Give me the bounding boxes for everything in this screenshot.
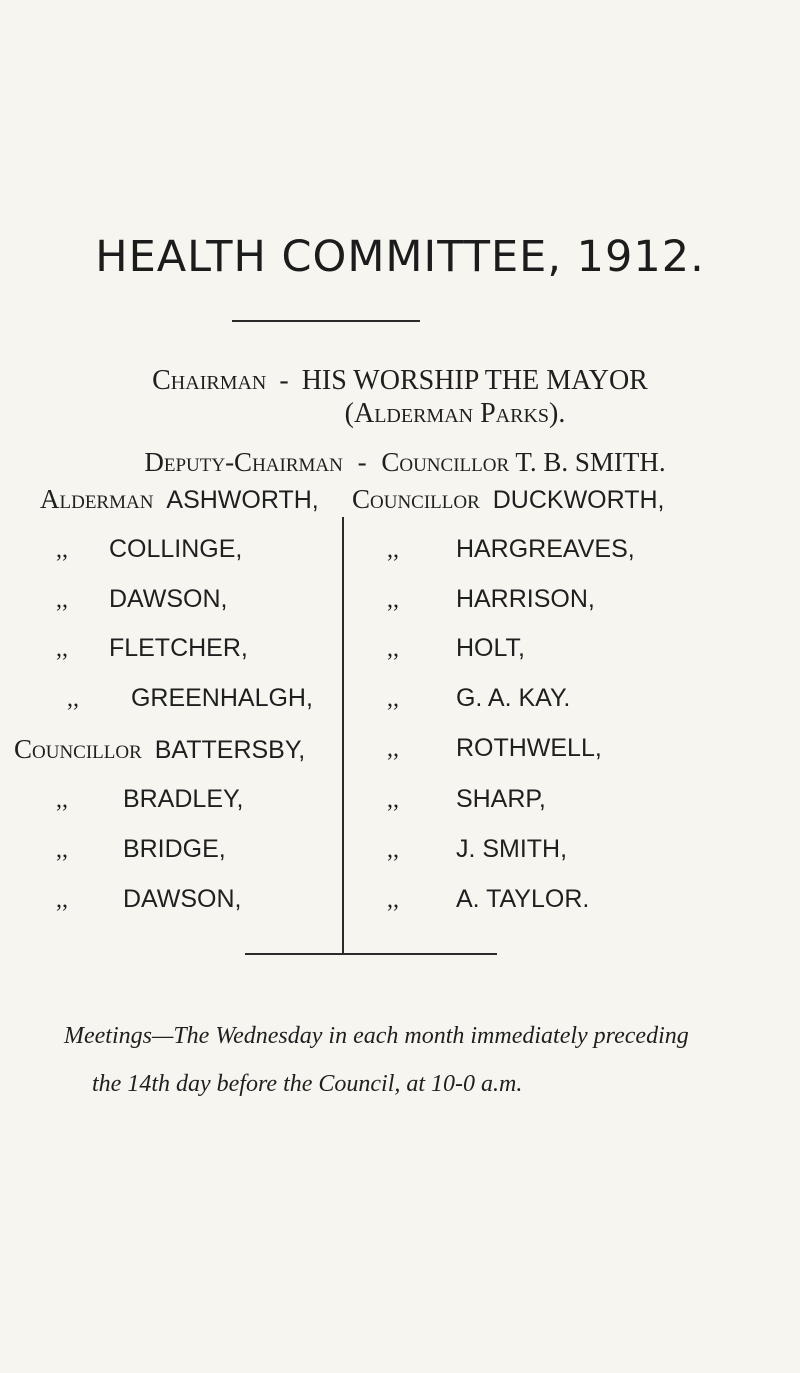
- deputy-rank: Councillor: [381, 447, 510, 477]
- member-row: [387, 585, 595, 614]
- member-name: GREENHALGH,: [130, 684, 313, 712]
- member-name: BRIDGE,: [122, 835, 226, 863]
- chairman-name: HIS WORSHIP THE MAYOR: [301, 365, 648, 396]
- member-name: A. TAYLOR.: [455, 885, 590, 913]
- bottom-rule-divider: [245, 953, 497, 955]
- member-name: HARRISON,: [455, 585, 595, 613]
- member-row: [387, 634, 525, 663]
- member-row: [387, 835, 567, 864]
- member-name: HARGREAVES,: [455, 535, 635, 563]
- ditto-mark: ,,: [387, 587, 399, 613]
- member-name: J. SMITH,: [455, 835, 568, 863]
- member-name: BRADLEY,: [122, 785, 244, 813]
- ditto-mark: ,,: [56, 636, 68, 662]
- ditto-mark: ,,: [387, 636, 399, 662]
- member-row: [387, 535, 635, 564]
- member-name: DAWSON,: [108, 585, 228, 613]
- member-rank: Councillor: [14, 734, 142, 764]
- member-name: G. A. KAY.: [455, 684, 571, 712]
- ditto-mark: ,,: [56, 537, 68, 563]
- member-name: COLLINGE,: [108, 535, 243, 563]
- ditto-mark: ,,: [56, 887, 68, 913]
- ditto-mark: ,,: [387, 537, 399, 563]
- meetings-note: [64, 1012, 764, 1108]
- member-row: [387, 684, 570, 713]
- member-name: ASHWORTH,: [166, 486, 319, 514]
- member-name: ROTHWELL,: [455, 734, 602, 762]
- ditto-mark: ,,: [387, 837, 399, 863]
- ditto-mark: ,,: [387, 736, 399, 762]
- deputy-dash: -: [357, 447, 367, 477]
- member-name: DAWSON,: [122, 885, 242, 913]
- chairman-sub: (Alderman Parks).: [344, 398, 566, 429]
- member-name: DUCKWORTH,: [492, 486, 665, 514]
- ditto-mark: ,,: [387, 887, 399, 913]
- meetings-text-2: the 14th day before the Council, at 10-0 a.m.: [92, 1071, 523, 1097]
- ditto-mark: ,,: [67, 686, 79, 712]
- member-row: [387, 785, 546, 814]
- meetings-dash: —: [151, 1023, 174, 1049]
- member-row: [352, 484, 665, 515]
- meetings-label: Meetings: [64, 1023, 152, 1049]
- meetings-line-1: [64, 1023, 689, 1049]
- ditto-mark: ,,: [56, 837, 68, 863]
- chairman-label: Chairman: [152, 365, 267, 396]
- chairman-dash: -: [279, 365, 289, 396]
- member-rank: Councillor: [352, 484, 480, 514]
- member-row: [387, 734, 602, 763]
- ditto-mark: ,,: [56, 587, 68, 613]
- deputy-label: Deputy-Chairman: [144, 447, 343, 477]
- member-name: HOLT,: [455, 634, 525, 662]
- member-row: [387, 885, 589, 914]
- deputy-name: T. B. SMITH.: [515, 447, 666, 477]
- member-rank: Alderman: [40, 484, 154, 514]
- ditto-mark: ,,: [387, 787, 399, 813]
- member-name: SHARP,: [455, 785, 546, 813]
- page-title: HEALTH COMMITTEE, 1912.: [95, 232, 705, 282]
- meetings-text-1: The Wednesday in each month immediately preceding: [173, 1023, 689, 1049]
- member-name: FLETCHER,: [108, 634, 248, 662]
- ditto-mark: ,,: [56, 787, 68, 813]
- member-name: BATTERSBY,: [154, 736, 306, 764]
- ditto-mark: ,,: [387, 686, 399, 712]
